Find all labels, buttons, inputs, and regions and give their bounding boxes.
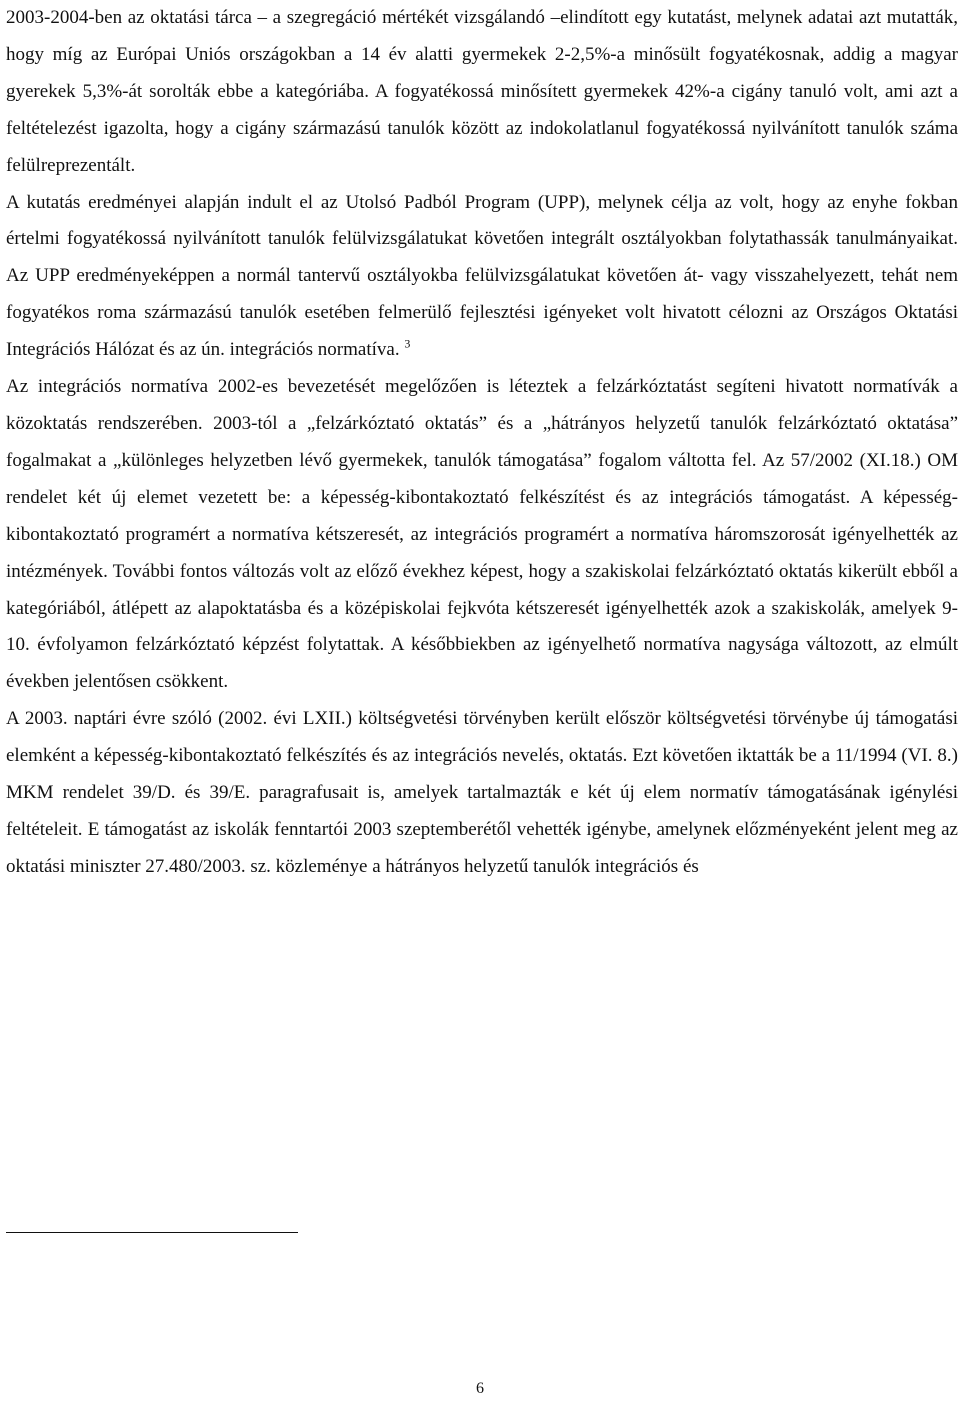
paragraph-text: Az integrációs normatíva 2002-es bevezetését megelőzően is léteztek a felzárkóztatást segíteni hivatott normatívák a közoktatás rendszerében. 2003-tól a „felzárkóztató oktatás” és a „hátrányos helyzetű tanulók felzárkóztató oktatása” fogalmakat a „különleges helyzetben lévő gyermekek, tanulók támogatása” fogalom váltotta fel. Az 57/2002 (XI.18.) OM rendelet két új elemet vezetett be: a képesség-kibontakoztató felkészítést és az integrációs támogatást. A képesség-kibontakoztató programért a normatíva kétszeresét, az integrációs programért a normatíva háromszorosát igényelhették az intézmények. További fontos változás volt az előző évekhez képest, hogy a szakiskolai felzárkóztató oktatás kikerült ebből a kategóriából, átlépett az alapoktatásba és a középiskolai fejkvóta kétszeresét igényelhették azok a szakiskolák, amelyek 9-10. évfolyamon felzárkóztató képzést folytattak. A későbbiekben az igényelhető normatíva nagysága változott, az elmúlt években jelentősen csökkent. xyxy=(6,376,958,693)
footnote-separator xyxy=(6,1232,298,1233)
paragraph-text: 2003-2004-ben az oktatási tárca – a szegregáció mértékét vizsgálandó –elindított egy kutatást, melynek adatai azt mutatták, hogy míg az Európai Uniós országokban a 14 év alatti gyermekek 2-2,5%-a minősült fogyatékosnak, addig a magyar gyerekek 5,3%-át sorolták ebbe a kategóriába. A fogyatékossá minősített gyermekek 42%-a cigány tanuló volt, ami azt a feltételezést igazolta, hogy a cigány származású tanulók között az indokolatlanul fogyatékossá nyilvánított tanulók száma felülreprezentált. xyxy=(6,7,958,176)
paragraph xyxy=(6,185,958,370)
footnote-reference[interactable]: 3 xyxy=(404,336,411,351)
document-body xyxy=(6,0,958,886)
paragraph xyxy=(6,369,958,701)
paragraph xyxy=(6,701,958,886)
paragraph-text: A 2003. naptári évre szóló (2002. évi LXII.) költségvetési törvényben került először költségvetési törvénybe új támogatási elemként a képesség-kibontakoztató felkészítés és az integrációs nevelés, oktatás. Ezt követően iktatták be a 11/1994 (VI. 8.) MKM rendelet 39/D. és 39/E. paragrafusait is, amelyek tartalmazták e két új elem normatív támogatásának igénylési feltételeit. E támogatást az iskolák fenntartói 2003 szeptemberétől vehették igénybe, amelynek előzményeként jelent meg az oktatási miniszter 27.480/2003. sz. közleménye a hátrányos helyzetű tanulók integrációs és xyxy=(6,708,958,877)
paragraph xyxy=(6,0,958,185)
page-number: 6 xyxy=(476,1380,484,1397)
paragraph-text: A kutatás eredményei alapján indult el az Utolsó Padból Program (UPP), melynek célja az volt, hogy az enyhe fokban értelmi fogyatékossá nyilvánított tanulók felülvizsgálatukat követően integrált osztályokban folytathassák tanulmányaikat. Az UPP eredményeképpen a normál tantervű osztályokba felülvizsgálatukat követően át- vagy visszahelyezett, tehát nem fogyatékos roma származású tanulók esetében felmerülő fejlesztési igényeket volt hivatott célozni az Országos Oktatási Integrációs Hálózat és az ún. integrációs normatíva. xyxy=(6,191,958,361)
